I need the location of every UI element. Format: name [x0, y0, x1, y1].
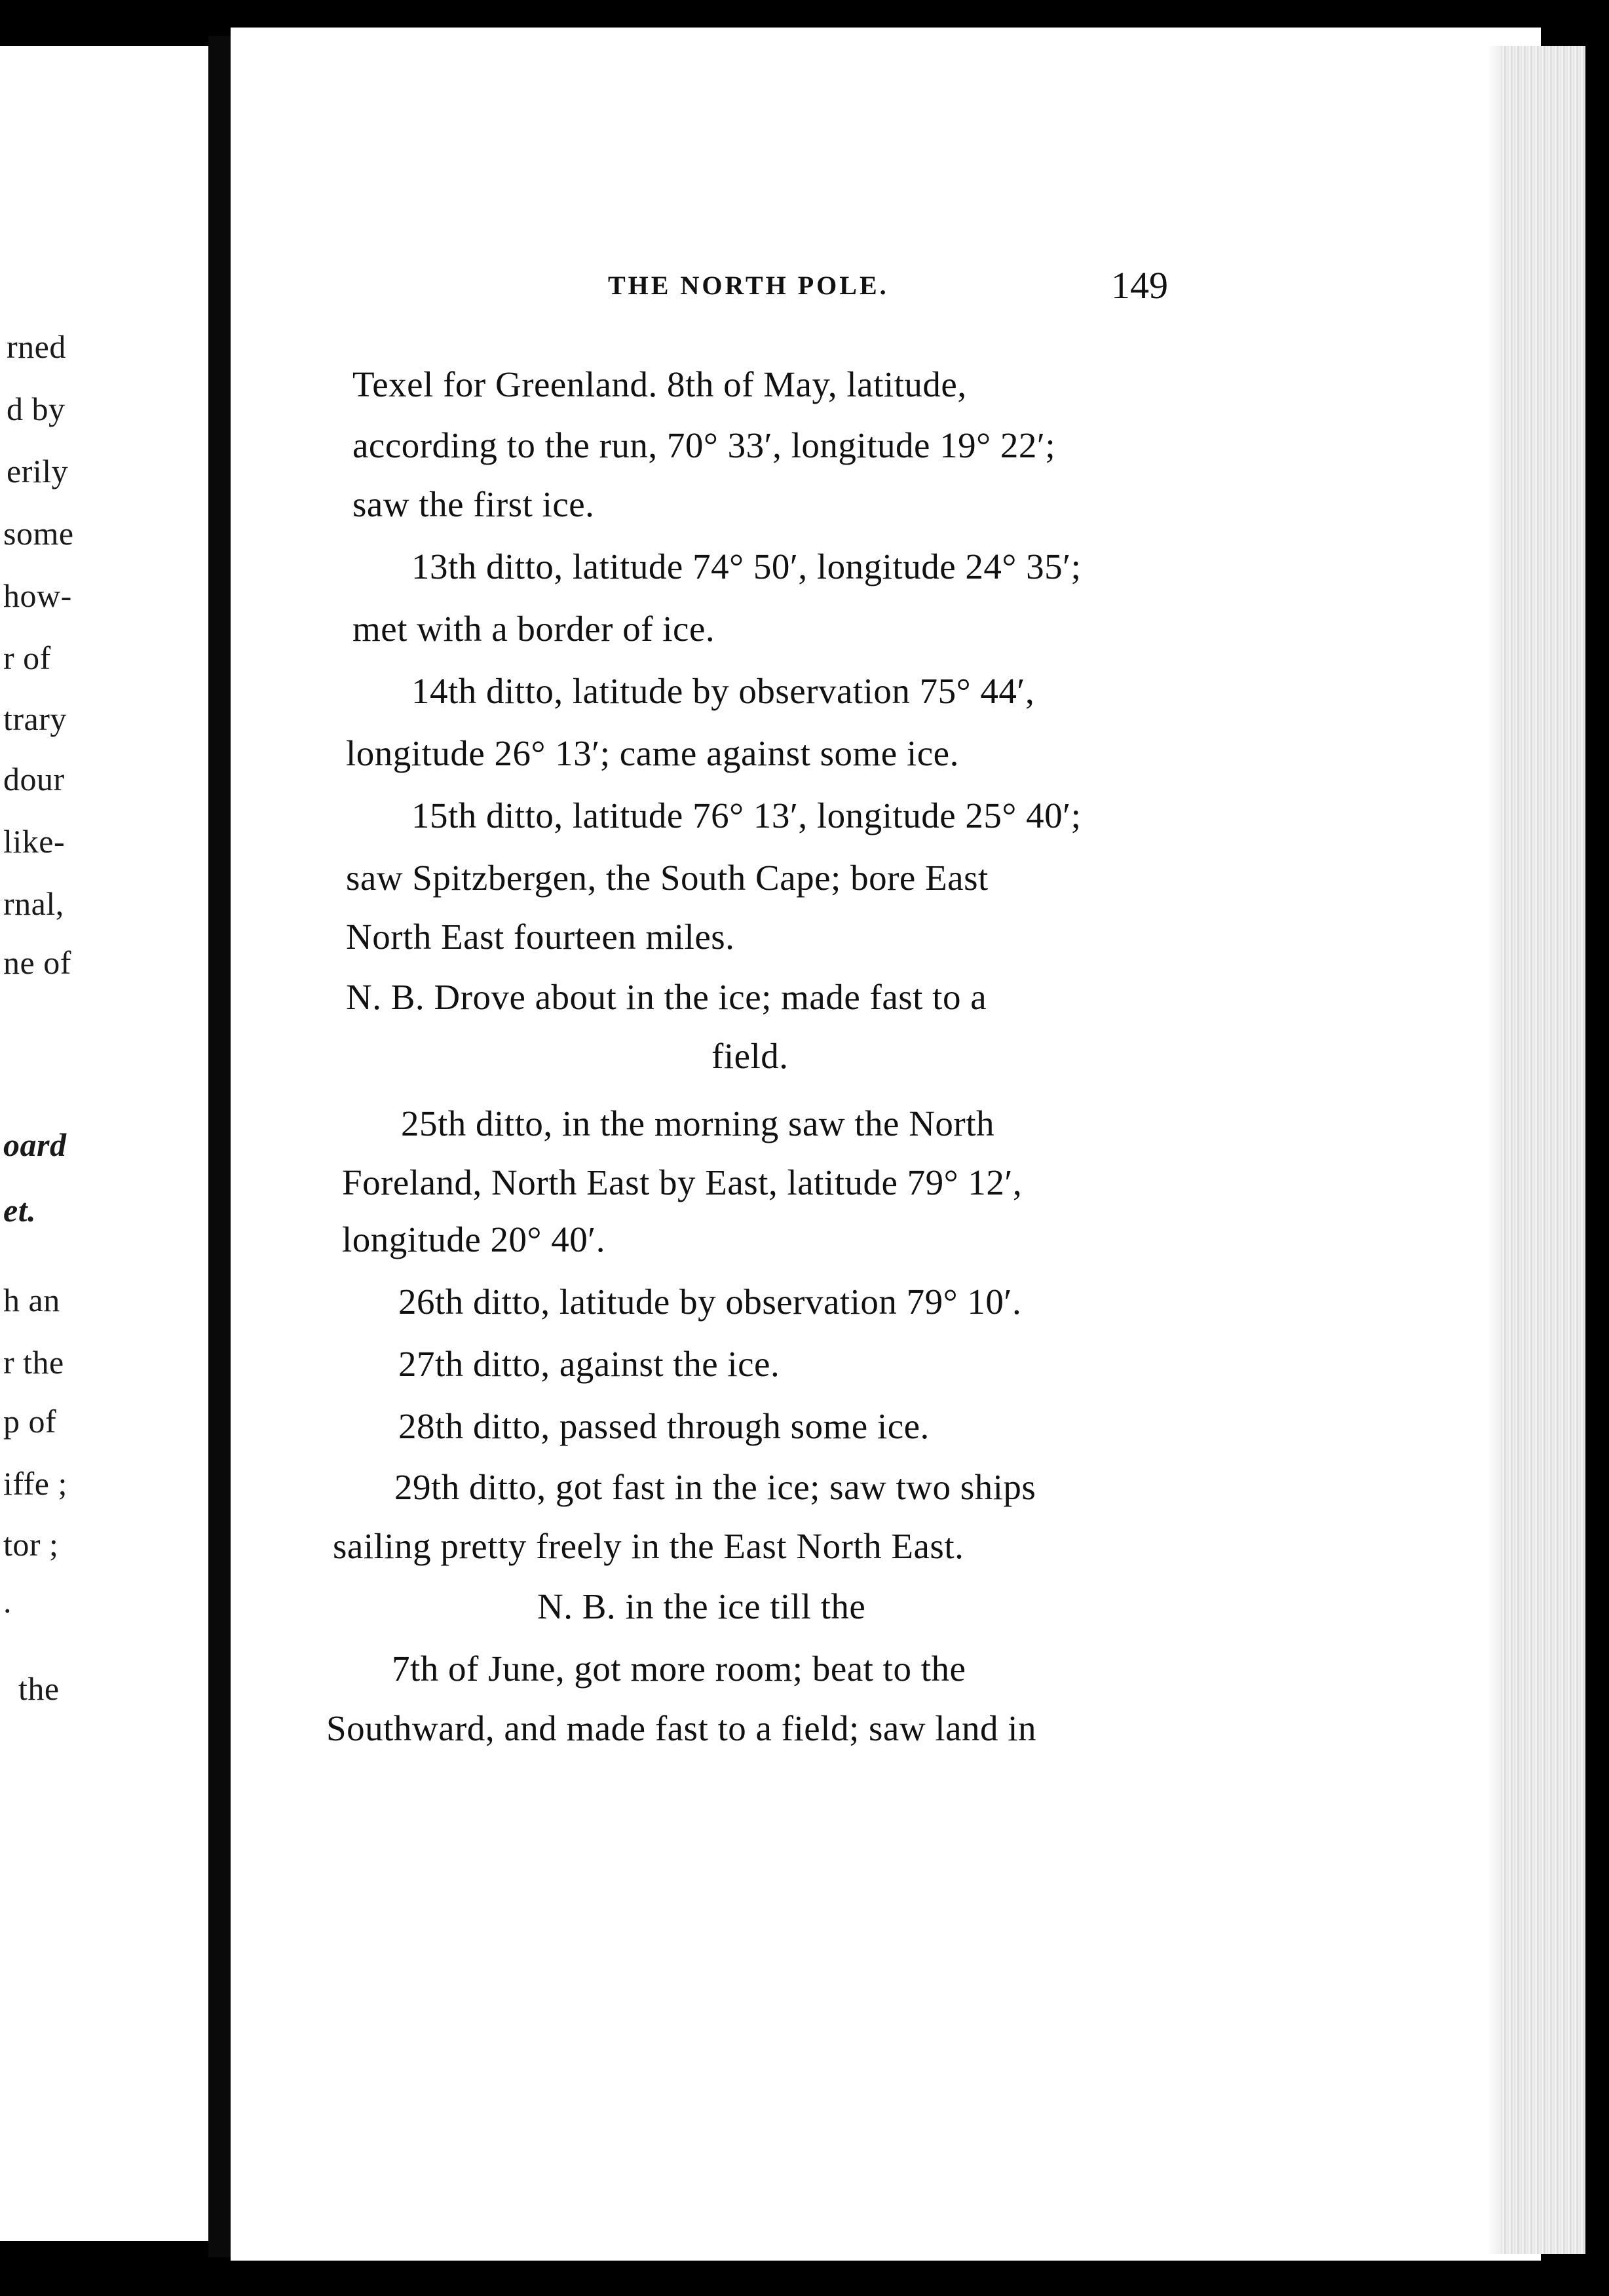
text-line: 14th ditto, latitude by observation 75° 44′,: [411, 671, 1035, 711]
text-line: field.: [711, 1036, 789, 1076]
left-fragment: ne of: [3, 944, 71, 981]
page-fore-edge: [1500, 46, 1585, 2254]
text-line: met with a border of ice.: [352, 609, 715, 649]
text-line: Foreland, North East by East, latitude 79° 12′,: [342, 1162, 1023, 1202]
left-fragment: rnal,: [3, 885, 64, 922]
text-line: saw Spitzbergen, the South Cape; bore East: [346, 858, 989, 898]
text-line: longitude 20° 40′.: [342, 1219, 606, 1259]
left-fragment: trary: [3, 700, 67, 737]
text-line: 29th ditto, got fast in the ice; saw two ships: [394, 1467, 1036, 1507]
left-fragment: et.: [3, 1192, 37, 1229]
left-fragment: how-: [3, 577, 72, 614]
text-line: 7th of June, got more room; beat to the: [392, 1649, 966, 1689]
left-fragment: r the: [3, 1344, 64, 1381]
text-line: N. B. Drove about in the ice; made fast to a: [346, 977, 987, 1017]
text-line: 13th ditto, latitude 74° 50′, longitude 24° 35′;: [411, 546, 1082, 586]
left-fragment: d by: [7, 391, 66, 427]
text-line: North East fourteen miles.: [346, 917, 735, 957]
left-fragment: erily: [7, 453, 69, 489]
text-line: saw the first ice.: [352, 484, 595, 524]
book-gutter: [208, 36, 231, 2257]
running-title: THE NORTH POLE.: [608, 271, 889, 300]
left-fragment: oard: [3, 1126, 67, 1163]
left-fragment: rned: [7, 328, 66, 365]
text-line: longitude 26° 13′; came against some ice.: [346, 733, 959, 773]
text-line: 26th ditto, latitude by observation 79° 10′.: [398, 1282, 1022, 1322]
left-fragment: .: [3, 1583, 12, 1620]
left-fragment: p of: [3, 1403, 57, 1440]
text-line: 15th ditto, latitude 76° 13′, longitude 25° 40′;: [411, 795, 1082, 835]
left-fragment: iffe ;: [3, 1465, 67, 1502]
text-line: 28th ditto, passed through some ice.: [398, 1406, 930, 1446]
right-page: [231, 28, 1541, 2261]
text-line: according to the run, 70° 33′, longitude 19° 22′;: [352, 425, 1056, 465]
text-line: N. B. in the ice till the: [537, 1586, 866, 1626]
text-line: Southward, and made fast to a field; saw land in: [326, 1708, 1037, 1748]
left-fragment: dour: [3, 761, 65, 797]
left-fragment: h an: [3, 1282, 60, 1318]
left-fragment: like-: [3, 823, 66, 860]
left-fragment: r of: [3, 640, 51, 676]
text-line: 25th ditto, in the morning saw the North: [401, 1103, 995, 1143]
left-fragment: tor ;: [3, 1526, 59, 1563]
left-fragment: the: [18, 1670, 60, 1707]
text-line: sailing pretty freely in the East North East.: [333, 1526, 964, 1566]
page-number: 149: [1111, 264, 1168, 307]
text-line: Texel for Greenland. 8th of May, latitude,: [352, 364, 967, 404]
left-fragment: some: [3, 515, 74, 552]
text-line: 27th ditto, against the ice.: [398, 1344, 780, 1384]
